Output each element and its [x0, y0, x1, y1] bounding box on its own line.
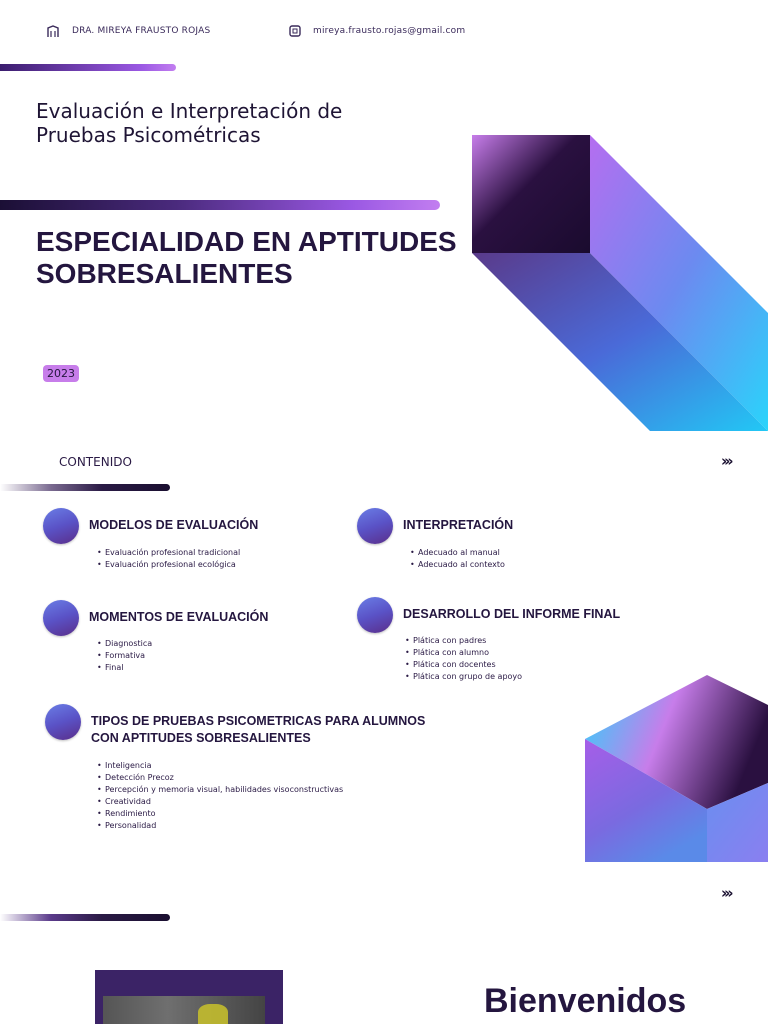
item-desarrollo-list: [405, 635, 522, 683]
phone-icon: [288, 24, 302, 38]
title-accent-bar: [0, 200, 440, 210]
item-momentos-list: [97, 638, 152, 674]
item-interpretacion-title: INTERPRETACIÓN: [403, 518, 514, 532]
contents-label: CONTENIDO: [59, 455, 132, 469]
bullet-circle-icon: [43, 508, 79, 544]
author-email[interactable]: mireya.frausto.rojas@gmail.com: [313, 26, 466, 36]
item-tipos-list: [97, 760, 343, 832]
contents-accent-bar: [0, 484, 170, 491]
list-item: • Detección Precoz: [97, 772, 343, 784]
header: [0, 0, 768, 60]
item-desarrollo-title: DESARROLLO DEL INFORME FINAL: [403, 607, 621, 621]
list-item: • Plática con docentes: [405, 659, 522, 671]
photo-highlight: [198, 1004, 228, 1024]
chevrons-icon: ›››: [721, 452, 731, 470]
list-item: • Diagnostica: [97, 638, 152, 650]
item-modelos-list: [97, 547, 240, 571]
welcome-heading: Bienvenidos: [484, 982, 687, 1020]
bullet-circle-icon: [43, 600, 79, 636]
decorative-cube-shape: [585, 675, 768, 862]
bullet-circle-icon: [357, 597, 393, 633]
year-badge: 2023: [43, 365, 79, 382]
list-item: • Adecuado al contexto: [410, 559, 505, 571]
list-item: • Inteligencia: [97, 760, 343, 772]
item-interpretacion-list: [410, 547, 505, 571]
author-name: DRA. MIREYA FRAUSTO ROJAS: [72, 26, 211, 36]
list-item: • Adecuado al manual: [410, 547, 505, 559]
item-modelos-title: MODELOS DE EVALUACIÓN: [89, 518, 259, 532]
bottom-accent-bar: [0, 914, 170, 921]
list-item: • Formativa: [97, 650, 152, 662]
top-accent-bar: [0, 64, 176, 71]
item-tipos-title: TIPOS DE PRUEBAS PSICOMETRICAS PARA ALUMNOS CON APTITUDES SOBRESALIENTES: [91, 714, 426, 745]
decorative-3d-bar-shape: [472, 135, 768, 431]
building-icon: [46, 24, 60, 38]
list-item: • Rendimiento: [97, 808, 343, 820]
photo-image: [103, 996, 265, 1024]
list-item: • Evaluación profesional ecológica: [97, 559, 240, 571]
photo-frame: [95, 970, 283, 1024]
chevrons-icon: ›››: [721, 884, 731, 902]
page-title: ESPECIALIDAD EN APTITUDES SOBRESALIENTES: [36, 226, 457, 289]
list-item: • Creatividad: [97, 796, 343, 808]
list-item: • Personalidad: [97, 820, 343, 832]
course-subtitle: Evaluación e Interpretación de Pruebas Psicométricas: [36, 99, 343, 147]
list-item: • Evaluación profesional tradicional: [97, 547, 240, 559]
list-item: • Plática con grupo de apoyo: [405, 671, 522, 683]
list-item: • Plática con alumno: [405, 647, 522, 659]
bullet-circle-icon: [357, 508, 393, 544]
list-item: • Percepción y memoria visual, habilidades visoconstructivas: [97, 784, 343, 796]
item-momentos-title: MOMENTOS DE EVALUACIÓN: [89, 610, 269, 624]
bullet-circle-icon: [45, 704, 81, 740]
list-item: • Final: [97, 662, 152, 674]
list-item: • Plática con padres: [405, 635, 522, 647]
